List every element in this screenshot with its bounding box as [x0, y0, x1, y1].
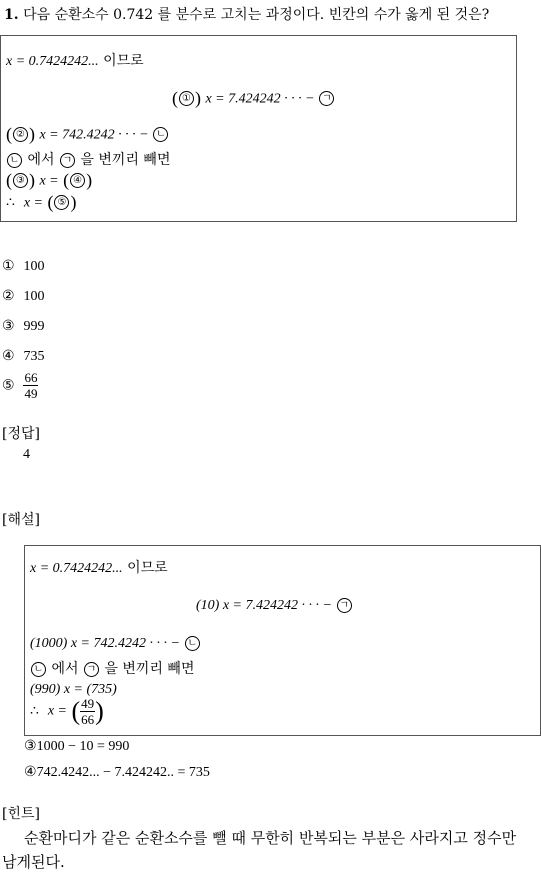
- exp-line5-eq: (990) x = (735): [30, 682, 117, 697]
- choice-value: 100: [23, 289, 45, 304]
- choice-2[interactable]: [2, 288, 44, 305]
- exp-line2-eq: (10) x = 7.424242 · · ·: [196, 598, 319, 613]
- blank-5-icon: ⑤: [54, 195, 69, 210]
- blank-3-icon: ③: [13, 173, 28, 188]
- qbox-line3: ( ② ) x = 742.4242 · · · − ㄴ: [6, 124, 169, 145]
- exp-line6: ∴ x = ( $\frac{49}{66}$ ): [30, 696, 104, 727]
- qbox-line1-eq: x = 0.7424242...: [6, 54, 99, 69]
- fraction-denominator: 66: [81, 712, 95, 727]
- choice-value: 735: [23, 349, 45, 364]
- exp-line3-minus: −: [171, 636, 180, 651]
- therefore-symbol: ∴: [6, 195, 15, 211]
- question-number: 1.: [4, 7, 19, 23]
- choice-value: 100: [23, 259, 45, 274]
- qbox-line2-eq: x = 7.424242 · · ·: [205, 91, 302, 107]
- choice-5[interactable]: [2, 370, 38, 401]
- exp-line3: [30, 635, 201, 652]
- circled-3-icon: ③: [24, 738, 37, 754]
- choice-marker: ①: [2, 258, 15, 274]
- question-header: [4, 4, 489, 24]
- qbox-line5: ( ③ ) x = ( ④ ): [6, 170, 93, 190]
- hint-line1: 순환마디가 같은 순환소수를 뺄 때 무한히 반복되는 부분은 사라지고 정수만: [24, 829, 517, 847]
- fraction-numerator: 49: [81, 696, 95, 711]
- nieun-circle-icon: ㄴ: [185, 636, 200, 651]
- giyeok-circle-icon: ㄱ: [60, 153, 75, 168]
- choice-marker: ③: [2, 318, 15, 334]
- qbox-line3-minus: −: [140, 127, 148, 143]
- hint-line2: 남게된다.: [2, 853, 65, 871]
- qbox-line1: [6, 50, 144, 70]
- exp-line6-eq: x =: [47, 703, 67, 719]
- choice-marker: ②: [2, 288, 15, 304]
- qbox-line5-eq: x =: [39, 173, 59, 189]
- hint-label: [힌트]: [2, 806, 40, 822]
- circled-4-icon: ④: [24, 764, 37, 780]
- exp-line6-fraction: [80, 696, 95, 727]
- choice-4[interactable]: [2, 348, 44, 365]
- qbox-line2: ( ① ) x = 7.424242 · · · − ㄱ: [172, 88, 335, 109]
- qbox-line1-suffix: 이므로: [103, 53, 144, 69]
- choice-marker: ④: [2, 348, 15, 364]
- exp-extra2: [24, 764, 210, 781]
- question-text: 다음 순환소수 0.742 를 분수로 고치는 과정이다. 빈칸의 수가 옳게 된 것은?: [23, 7, 490, 23]
- exp-line4-text: 에서: [51, 661, 79, 677]
- fraction-numerator: 66: [24, 370, 38, 385]
- nieun-circle-icon: ㄴ: [153, 127, 168, 142]
- blank-1-icon: ①: [179, 91, 194, 106]
- qbox-line4-text: 에서: [27, 152, 55, 168]
- choice-value: 999: [23, 319, 45, 334]
- choice-3[interactable]: [2, 318, 44, 335]
- answer-label: [정답]: [2, 426, 40, 442]
- exp-line1-eq: x = 0.7424242...: [30, 561, 123, 576]
- giyeok-circle-icon: ㄱ: [319, 91, 334, 106]
- qbox-line6: ∴ x = ( ⑤ ): [6, 192, 77, 212]
- qbox-line4: [6, 149, 170, 169]
- nieun-circle-icon: ㄴ: [31, 662, 46, 677]
- exp-line1: [30, 557, 168, 577]
- qbox-line2-minus: −: [306, 91, 314, 107]
- nieun-circle-icon: ㄴ: [7, 153, 22, 168]
- giyeok-circle-icon: ㄱ: [84, 662, 99, 677]
- exp-line4: [30, 658, 194, 678]
- exp-extra1: [24, 738, 129, 755]
- therefore-symbol: ∴: [30, 704, 39, 719]
- qbox-line4-mid: 을 변끼리 빼면: [80, 152, 171, 168]
- choice-1[interactable]: [2, 258, 44, 275]
- exp-extra2-text: 742.4242... − 7.424242.. = 735: [36, 765, 210, 780]
- exp-line2: [196, 597, 353, 614]
- choice-marker: ⑤: [2, 377, 15, 394]
- giyeok-circle-icon: ㄱ: [337, 598, 352, 613]
- exp-line1-suffix: 이므로: [127, 560, 168, 576]
- exp-extra1-text: 1000 − 10 = 990: [36, 739, 130, 754]
- blank-2-icon: ②: [13, 127, 28, 142]
- answer-value: 4: [23, 447, 30, 462]
- exp-line2-minus: −: [323, 598, 332, 613]
- blank-4-icon: ④: [70, 173, 85, 188]
- explanation-label: [해설]: [2, 512, 40, 528]
- exp-line4-mid: 을 변끼리 빼면: [104, 661, 195, 677]
- fraction-denominator: 49: [24, 386, 38, 401]
- exp-line3-eq: (1000) x = 742.4242 · · ·: [30, 636, 167, 651]
- qbox-line3-eq: x = 742.4242 · · ·: [39, 127, 136, 143]
- qbox-line6-eq: x =: [23, 195, 43, 211]
- choice-5-fraction: [23, 370, 38, 401]
